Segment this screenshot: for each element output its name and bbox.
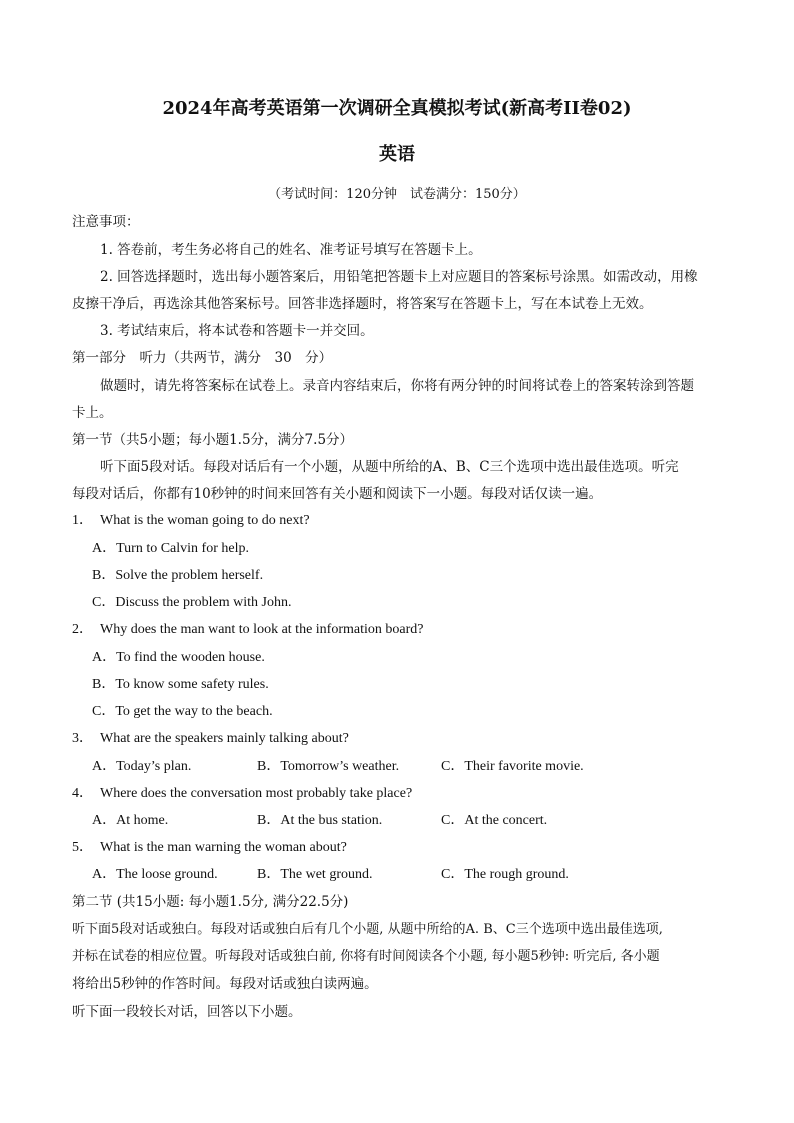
subject-title: 英语 [379,144,415,165]
question-text: What is the woman going to do next? [100,513,310,528]
option-a: A．The loose ground. [92,867,218,882]
notes-item-3: 3. 考试结束后，将本试卷和答题卡一并交回。 [100,323,374,339]
part1-intro-line-2: 卡上。 [72,405,113,421]
section2-instruction: 听下面一段较长对话，回答以下小题。 [72,1004,302,1020]
section2-intro-line-3: 将给出5秒钟的作答时间。每段对话或独白读两遍。 [72,976,378,992]
notes-heading: 注意事项： [72,214,140,230]
exam-info: （考试时间：120分钟 试卷满分：150分） [268,187,526,202]
question-number: 4． [72,786,93,801]
section1-intro-line-2: 每段对话后，你都有10秒钟的时间来回答有关小题和阅读下一小题。每段对话仅读一遍。 [72,486,603,502]
option-a: A．Today’s plan. [92,759,192,774]
option-b: B．Solve the problem herself. [92,568,264,583]
question-text: What are the speakers mainly talking about? [100,731,349,746]
option-b: B．The wet ground. [257,867,373,882]
option-c: C．At the concert. [441,813,548,828]
page-title: 2024年高考英语第一次调研全真模拟考试(新高考II卷02) [162,98,632,119]
part1-intro-line-1: 做题时，请先将答案标在试卷上。录音内容结束后，你将有两分钟的时间将试卷上的答案转涂到答题 [100,378,694,394]
question-number: 2． [72,622,93,637]
question-number: 1． [72,513,93,528]
question-text: What is the man warning the woman about? [100,840,347,855]
option-b: B．To know some safety rules. [92,677,269,692]
option-a: A．To find the wooden house. [92,650,265,665]
option-c: C．To get the way to the beach. [92,704,273,719]
option-b: B．At the bus station. [257,813,383,828]
question-text: Why does the man want to look at the information board? [100,622,424,637]
question-number: 5． [72,840,93,855]
question-number: 3． [72,731,93,746]
section2-heading: 第二节 (共15小题: 每小题1.5分, 满分22.5分) [72,894,349,910]
option-a: A．Turn to Calvin for help. [92,541,249,556]
option-a: A．At home. [92,813,169,828]
section2-intro-line-2: 并标在试卷的相应位置。听每段对话或独白前, 你将有时间阅读各个小题, 每小题5秒钟: 听完后, 各小题 [72,949,660,964]
section1-heading: 第一节（共5小题；每小题1.5分，满分7.5分） [72,432,354,448]
option-c: C．The rough ground. [441,867,569,882]
notes-item-2-line-1: 2. 回答选择题时，选出每小题答案后，用铅笔把答题卡上对应题目的答案标号涂黑。如需改动，用橡 [100,269,698,285]
notes-item-1: 1. 答卷前，考生务必将自己的姓名、准考证号填写在答题卡上。 [100,242,482,258]
question-text: Where does the conversation most probably take place? [100,786,413,801]
option-b: B．Tomorrow’s weather. [257,759,400,774]
option-c: C．Their favorite movie. [441,759,584,774]
part1-heading: 第一部分 听力（共两节，满分 30 分） [72,350,333,366]
notes-item-2-line-2: 皮擦干净后，再选涂其他答案标号。回答非选择题时，将答案写在答题卡上，写在本试卷上无效。 [72,296,653,312]
option-c: C．Discuss the problem with John. [92,595,292,610]
section2-intro-line-1: 听下面5段对话或独白。每段对话或独白后有几个小题, 从题中所给的A. B、C三个选项中选出最佳选项, [72,922,663,937]
section1-intro-line-1: 听下面5段对话。每段对话后有一个小题，从题中所给的A、B、C三个选项中选出最佳选项。听完 [100,459,679,475]
